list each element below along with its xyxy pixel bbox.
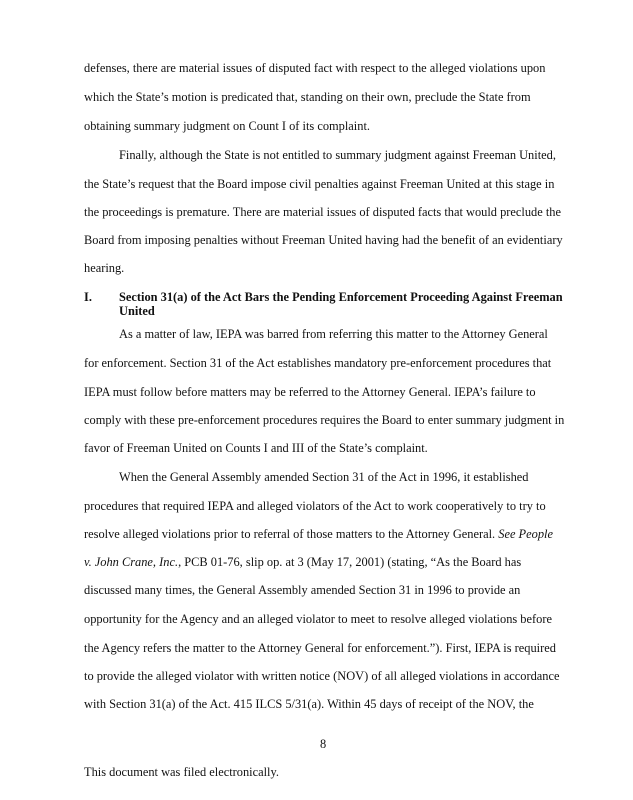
text-line: the proceedings is premature. There are material issues of disputed facts that would preclude the [84,205,561,219]
section-title: Section 31(a) of the Act Bars the Pending Enforcement Proceeding Against Freeman [119,290,563,304]
text-span: resolve alleged violations prior to referral of those matters to the Attorney General. [84,527,499,541]
text-line: the State’s request that the Board impose civil penalties against Freeman United at this stage in [84,177,555,191]
text-line: discussed many times, the General Assembly amended Section 31 in 1996 to provide an [84,583,521,597]
citation-italic: v. John Crane, Inc. [84,555,179,569]
citation-italic: See People [498,527,553,541]
text-line: obtaining summary judgment on Count I of its complaint. [84,119,370,133]
text-line: Board from imposing penalties without Freeman United having had the benefit of an evidentiary [84,233,563,247]
footer-note: This document was filed electronically. [84,765,279,779]
text-line [84,554,521,570]
text-line: which the State’s motion is predicated that, standing on their own, preclude the State from [84,90,531,104]
text-line: As a matter of law, IEPA was barred from referring this matter to the Attorney General [119,327,548,341]
text-line: for enforcement. Section 31 of the Act establishes mandatory pre-enforcement procedures that [84,356,552,370]
text-line: with Section 31(a) of the Act. 415 ILCS 5/31(a). Within 45 days of receipt of the NOV, the [84,697,534,711]
text-line: Finally, although the State is not entitled to summary judgment against Freeman United, [119,148,556,162]
text-line: IEPA must follow before matters may be referred to the Attorney General. IEPA’s failure to [84,385,536,399]
page-number: 8 [320,737,327,751]
text-line: to provide the alleged violator with written notice (NOV) of all alleged violations in accordance [84,669,560,683]
text-line: favor of Freeman United on Counts I and III of the State’s complaint. [84,441,428,455]
section-number: I. [84,290,92,304]
text-line: defenses, there are material issues of disputed fact with respect to the alleged violations upon [84,61,546,75]
text-line: opportunity for the Agency and an alleged violator to meet to resolve alleged violations before [84,612,552,626]
text-line: comply with these pre-enforcement procedures requires the Board to enter summary judgment in [84,413,565,427]
text-span: , PCB 01-76, slip op. at 3 (May 17, 2001) (stating, “As the Board has [178,555,522,569]
text-line: When the General Assembly amended Section 31 of the Act in 1996, it established [119,470,529,484]
text-line: hearing. [84,261,125,275]
text-line [84,526,553,542]
section-title-continued: United [119,304,155,318]
text-line: the Agency refers the matter to the Attorney General for enforcement.”). First, IEPA is required [84,641,556,655]
text-line: procedures that required IEPA and alleged violators of the Act to work cooperatively to try to [84,499,546,513]
